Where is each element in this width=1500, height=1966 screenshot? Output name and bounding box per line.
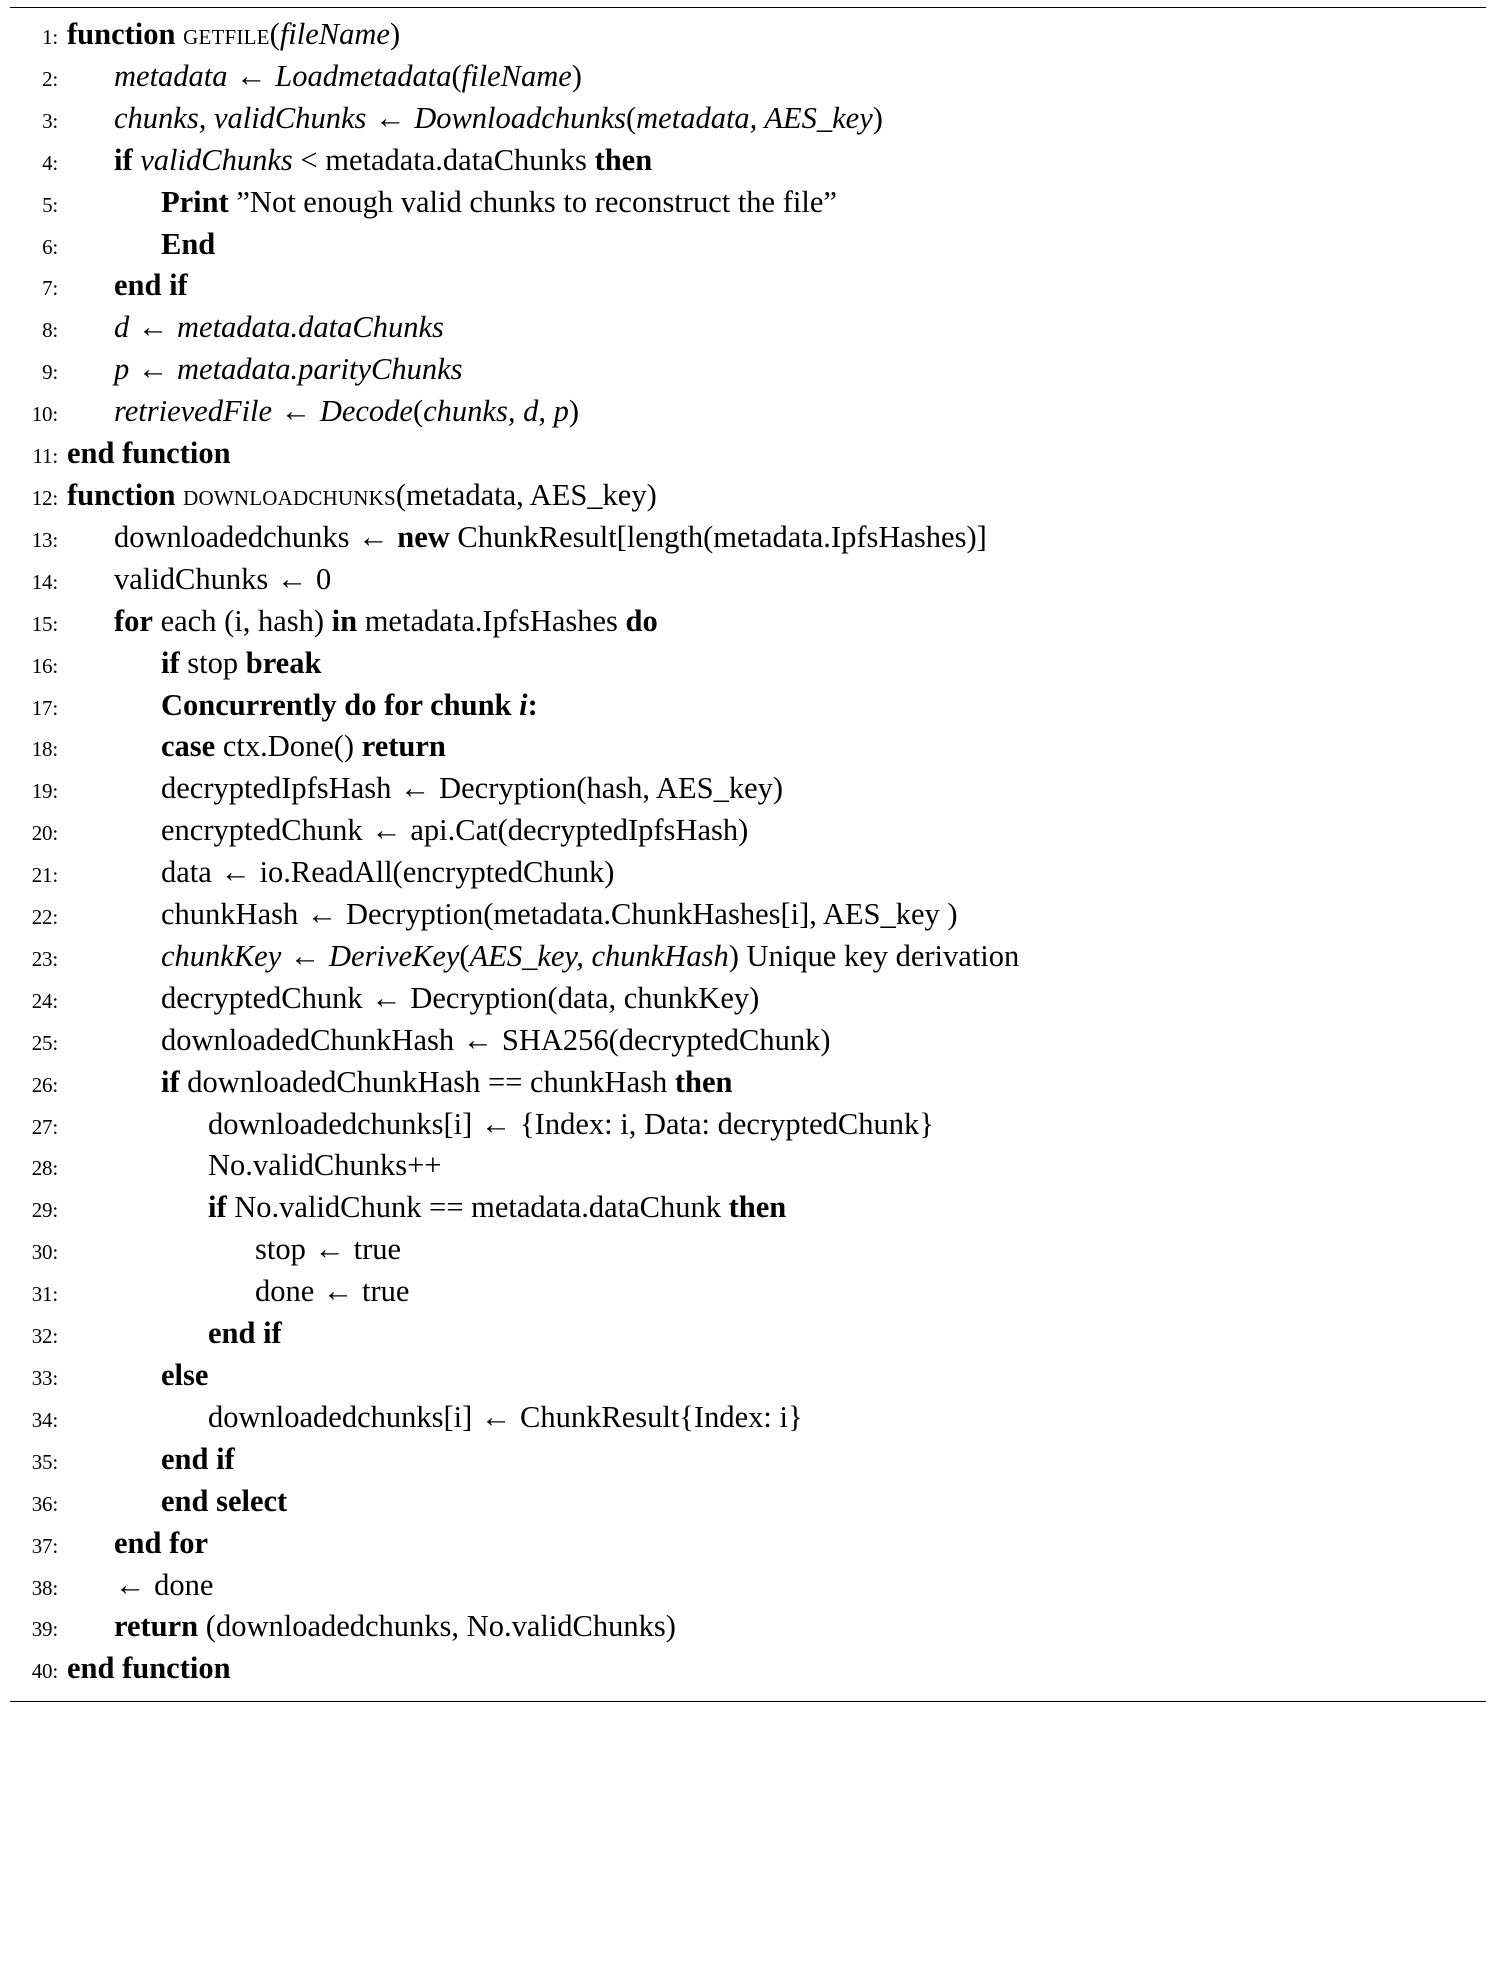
algorithm-line (10, 1314, 1486, 1356)
line-number: 3: (42, 108, 58, 133)
algorithm-line (10, 686, 1486, 728)
algorithm-line (10, 644, 1486, 686)
line-code: end select (161, 1483, 288, 1518)
algorithm-line (10, 560, 1486, 602)
line-code: chunks, validChunks ← Downloadchunks(metadata, AES_key) (114, 100, 883, 135)
algorithm-line (10, 895, 1486, 937)
line-number: 25: (31, 1030, 58, 1055)
line-number: 7: (42, 276, 58, 301)
line-number: 18: (31, 737, 58, 762)
algorithm-line (10, 811, 1486, 853)
line-code: function downloadchunks(metadata, AES_key) (67, 477, 657, 512)
algorithm-line (10, 434, 1486, 476)
line-code: if downloadedChunkHash == chunkHash then (161, 1064, 733, 1099)
line-number: 16: (31, 653, 58, 678)
algorithm-lines (10, 8, 1486, 1695)
algorithm-line (10, 1649, 1486, 1691)
algorithm-line (10, 1607, 1486, 1649)
line-code: if No.validChunk == metadata.dataChunk then (208, 1190, 787, 1225)
line-number: 24: (31, 988, 58, 1013)
line-code: Concurrently do for chunk i: (161, 687, 538, 722)
algorithm-line (10, 937, 1486, 979)
line-number: 9: (42, 360, 58, 385)
line-number: 22: (31, 905, 58, 930)
algorithm-line (10, 1230, 1486, 1272)
line-code: p ← metadata.parityChunks (114, 352, 463, 387)
line-number: 30: (31, 1240, 58, 1265)
line-code: downloadedchunks[i] ← ChunkResult{Index: i} (208, 1399, 803, 1434)
line-number: 33: (31, 1366, 58, 1390)
line-number: 31: (31, 1282, 58, 1307)
algorithm-line (10, 1146, 1486, 1188)
algorithm-line (10, 727, 1486, 769)
line-code: stop ← true (255, 1232, 402, 1267)
algorithm-line (10, 57, 1486, 99)
line-number: 36: (31, 1491, 58, 1516)
algorithm-line (10, 308, 1486, 350)
line-number: 14: (31, 569, 58, 594)
algorithm-line (10, 15, 1486, 57)
algorithm-bottom-rule (10, 1701, 1486, 1702)
line-code: else (161, 1358, 209, 1392)
line-number: 21: (31, 863, 58, 888)
algorithm-line (10, 225, 1486, 267)
line-code: chunkKey ← DeriveKey(AES_key, chunkHash) Unique key derivation (161, 938, 1020, 973)
line-code: metadata ← Loadmetadata(fileName) (114, 58, 582, 93)
line-code: if validChunks < metadata.dataChunks then (114, 142, 653, 177)
line-code: downloadedChunkHash ← SHA256(decryptedChunk) (161, 1022, 831, 1057)
line-code: End (161, 226, 216, 261)
algorithm-line (10, 853, 1486, 895)
line-code: end function (67, 436, 231, 471)
line-code: chunkHash ← Decryption(metadata.ChunkHashes[i], AES_key ) (161, 897, 958, 932)
line-code: downloadedchunks[i] ← {Index: i, Data: decryptedChunk} (208, 1106, 934, 1141)
line-number: 6: (42, 234, 58, 259)
line-number: 4: (42, 150, 58, 175)
line-code: decryptedIpfsHash ← Decryption(hash, AES_key) (161, 771, 784, 806)
line-number: 35: (31, 1449, 58, 1474)
line-number: 32: (31, 1324, 58, 1349)
line-number: 40: (31, 1659, 58, 1684)
line-code: done ← true (255, 1274, 410, 1309)
algorithm-line (10, 1566, 1486, 1608)
line-number: 38: (31, 1575, 58, 1600)
algorithm-line (10, 1188, 1486, 1230)
algorithm-line (10, 99, 1486, 141)
algorithm-line (10, 518, 1486, 560)
line-code: retrievedFile ← Decode(chunks, d, p) (114, 394, 580, 429)
algorithm-line (10, 1398, 1486, 1440)
line-number: 29: (31, 1198, 58, 1223)
line-code: ← done (115, 1567, 214, 1602)
line-number: 15: (31, 611, 58, 636)
algorithm-line (10, 1063, 1486, 1105)
line-number: 5: (42, 192, 58, 217)
line-number: 11: (32, 444, 58, 469)
line-code: validChunks ← 0 (114, 561, 332, 596)
line-number: 37: (31, 1533, 58, 1558)
line-number: 2: (42, 66, 58, 91)
line-number: 13: (31, 527, 58, 552)
algorithm-line (10, 769, 1486, 811)
line-code: encryptedChunk ← api.Cat(decryptedIpfsHash) (161, 813, 749, 848)
line-code: end if (208, 1316, 282, 1351)
line-number: 23: (31, 946, 58, 971)
algorithm-line (10, 183, 1486, 225)
algorithm-line (10, 1105, 1486, 1147)
algorithm-line (10, 1440, 1486, 1482)
algorithm-line (10, 1272, 1486, 1314)
line-number: 34: (31, 1407, 58, 1432)
line-code: function getfile(fileName) (67, 17, 401, 51)
algorithm-line (10, 141, 1486, 183)
algorithm-line (10, 979, 1486, 1021)
line-code: d ← metadata.dataChunks (114, 310, 444, 345)
line-code: end for (114, 1525, 209, 1560)
line-number: 1: (42, 25, 58, 49)
line-code: end if (161, 1441, 235, 1476)
line-number: 8: (42, 318, 58, 343)
line-code: end if (114, 268, 188, 303)
algorithm-line (10, 266, 1486, 308)
algorithm-line (10, 1524, 1486, 1566)
algorithm-line (10, 476, 1486, 518)
line-number: 12: (31, 485, 58, 510)
line-code: case ctx.Done() return (161, 729, 446, 764)
line-number: 20: (31, 821, 58, 846)
algorithm-line (10, 1021, 1486, 1063)
algorithm-line (10, 350, 1486, 392)
line-number: 19: (31, 779, 58, 804)
line-number: 39: (31, 1617, 58, 1642)
line-number: 28: (31, 1156, 58, 1181)
line-code: Print ”Not enough valid chunks to reconstruct the file” (161, 184, 837, 219)
line-number: 27: (31, 1114, 58, 1139)
line-code: if stop break (161, 645, 322, 680)
line-code: No.validChunks++ (208, 1148, 442, 1183)
algorithm-line (10, 1482, 1486, 1524)
line-code: decryptedChunk ← Decryption(data, chunkKey) (161, 980, 760, 1015)
line-code: return (downloadedchunks, No.validChunks) (114, 1609, 676, 1644)
line-number: 10: (31, 402, 58, 427)
line-code: data ← io.ReadAll(encryptedChunk) (161, 855, 615, 890)
algorithm-line (10, 1356, 1486, 1398)
algorithm-block (0, 7, 1500, 1702)
line-number: 17: (31, 695, 58, 720)
line-code: downloadedchunks ← new ChunkResult[length(metadata.IpfsHashes)] (114, 519, 987, 554)
line-code: for each (i, hash) in metadata.IpfsHashes do (114, 603, 658, 638)
line-code: end function (67, 1651, 231, 1686)
algorithm-line (10, 602, 1486, 644)
algorithm-line (10, 392, 1486, 434)
line-number: 26: (31, 1072, 58, 1097)
